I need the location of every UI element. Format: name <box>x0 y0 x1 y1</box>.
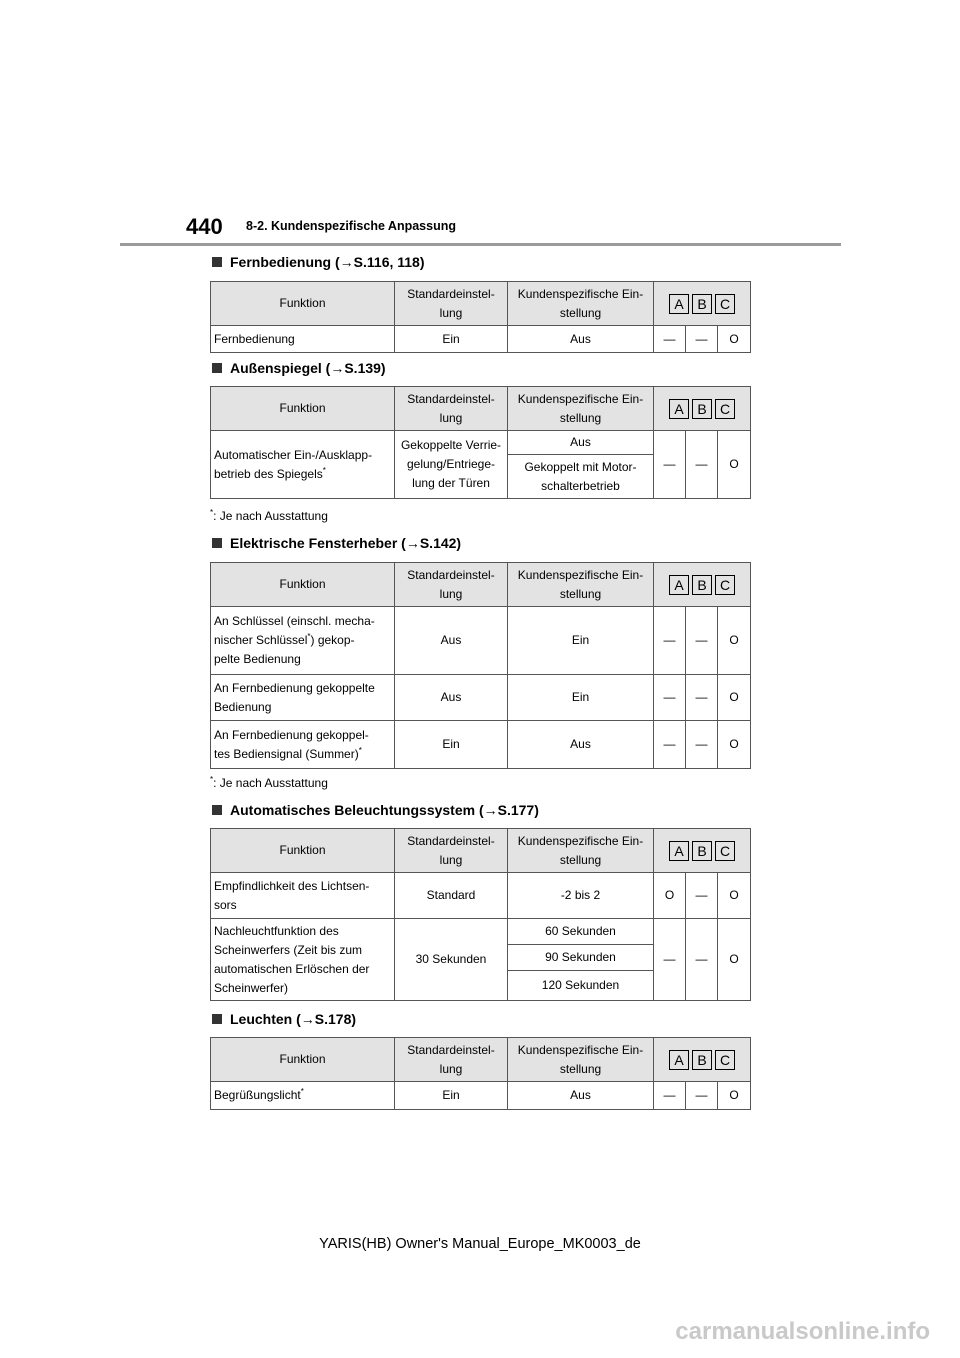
cell-kunden: 60 Sekunden <box>508 919 654 945</box>
cell-a: — <box>654 1082 686 1110</box>
table-fernbedienung <box>210 281 751 353</box>
header-funktion: Funktion <box>211 1038 395 1082</box>
header-kunden: Kundenspezifische Ein- stellung <box>508 1038 654 1082</box>
letter-a-icon: A <box>669 399 689 419</box>
header-kunden: Kundenspezifische Ein- stellung <box>508 563 654 607</box>
table-header-row <box>211 829 751 873</box>
cell-funktion: Nachleuchtfunktion des Scheinwerfers (Zeit bis zum automatischen Erlöschen der Scheinwerfer) <box>211 919 395 1001</box>
cell-kunden: Ein <box>508 607 654 675</box>
letter-b-icon: B <box>692 841 712 861</box>
cell-a: — <box>654 431 686 499</box>
cell-c: O <box>718 919 751 1001</box>
cell-c: O <box>718 326 751 353</box>
letter-c-icon: C <box>715 841 735 861</box>
header-funktion: Funktion <box>211 387 395 431</box>
cell-standard: Ein <box>395 326 508 353</box>
heading-text: Außenspiegel (→S.139) <box>230 360 386 376</box>
header-abc <box>654 282 751 326</box>
table-header-row <box>211 282 751 326</box>
letter-b-icon: B <box>692 294 712 314</box>
table-leuchten <box>210 1037 751 1110</box>
cell-c: O <box>718 721 751 769</box>
cell-funktion: Fernbedienung <box>211 326 395 353</box>
cell-standard: 30 Sekunden <box>395 919 508 1001</box>
cell-funktion: An Fernbedienung gekoppel- tes Bediensignal (Summer)* <box>211 721 395 769</box>
table-row <box>211 326 751 353</box>
cell-c: O <box>718 873 751 919</box>
table-row <box>211 919 751 945</box>
table-header-row <box>211 387 751 431</box>
cell-kunden: Ein <box>508 675 654 721</box>
cell-standard: Ein <box>395 721 508 769</box>
cell-kunden: Aus <box>508 1082 654 1110</box>
bullet-square-icon <box>212 538 222 548</box>
heading-leuchten <box>212 1011 356 1027</box>
table-row <box>211 721 751 769</box>
cell-funktion: Begrüßungslicht* <box>211 1082 395 1110</box>
cell-b: — <box>686 326 718 353</box>
section-title: 8-2. Kundenspezifische Anpassung <box>246 219 456 233</box>
header-kunden: Kundenspezifische Ein- stellung <box>508 282 654 326</box>
bullet-square-icon <box>212 363 222 373</box>
cell-c: O <box>718 1082 751 1110</box>
cell-standard: Gekoppelte Verrie- gelung/Entriege- lung der Türen <box>395 431 508 499</box>
letter-c-icon: C <box>715 1050 735 1070</box>
cell-funktion: Empfindlichkeit des Lichtsen- sors <box>211 873 395 919</box>
cell-b: — <box>686 675 718 721</box>
letter-b-icon: B <box>692 1050 712 1070</box>
cell-a: — <box>654 326 686 353</box>
header-standard: Standardeinstel- lung <box>395 282 508 326</box>
cell-kunden: Aus <box>508 326 654 353</box>
cell-kunden: -2 bis 2 <box>508 873 654 919</box>
table-header-row <box>211 563 751 607</box>
page-number: 440 <box>186 214 223 239</box>
header-rule <box>120 243 841 246</box>
letter-a-icon: A <box>669 575 689 595</box>
cell-standard: Aus <box>395 675 508 721</box>
header-abc <box>654 387 751 431</box>
cell-b: — <box>686 431 718 499</box>
cell-funktion: An Schlüssel (einschl. mecha- nischer Schlüssel*) gekop- pelte Bedienung <box>211 607 395 675</box>
cell-b: — <box>686 721 718 769</box>
header-funktion: Funktion <box>211 829 395 873</box>
cell-b: — <box>686 1082 718 1110</box>
letter-a-icon: A <box>669 294 689 314</box>
footnote: *: Je nach Ausstattung <box>210 508 328 523</box>
table-row <box>211 873 751 919</box>
footnote: *: Je nach Ausstattung <box>210 775 328 790</box>
heading-text: Fernbedienung (→S.116, 118) <box>230 254 425 270</box>
cell-kunden: 90 Sekunden <box>508 945 654 971</box>
cell-kunden: Aus <box>508 431 654 455</box>
letter-b-icon: B <box>692 399 712 419</box>
cell-standard: Aus <box>395 607 508 675</box>
cell-kunden: 120 Sekunden <box>508 971 654 1001</box>
header-standard: Standardeinstel- lung <box>395 387 508 431</box>
cell-a: — <box>654 721 686 769</box>
cell-c: O <box>718 607 751 675</box>
cell-c: O <box>718 431 751 499</box>
cell-a: — <box>654 675 686 721</box>
watermark: carmanualsonline.info <box>675 1318 930 1345</box>
letter-c-icon: C <box>715 294 735 314</box>
heading-text: Leuchten (→S.178) <box>230 1011 357 1027</box>
table-beleuchtung <box>210 828 751 1001</box>
table-row <box>211 675 751 721</box>
header-funktion: Funktion <box>211 282 395 326</box>
heading-text: Elektrische Fensterheber (→S.142) <box>230 535 462 551</box>
heading-beleuchtung <box>212 802 539 818</box>
cell-funktion: An Fernbedienung gekoppelte Bedienung <box>211 675 395 721</box>
heading-aussenspiegel <box>212 360 386 376</box>
bullet-square-icon <box>212 257 222 267</box>
cell-a: — <box>654 919 686 1001</box>
heading-text: Automatisches Beleuchtungssystem (→S.177) <box>230 802 539 818</box>
cell-kunden: Aus <box>508 721 654 769</box>
header-kunden: Kundenspezifische Ein- stellung <box>508 387 654 431</box>
cell-b: — <box>686 873 718 919</box>
footer-manual-id: YARIS(HB) Owner's Manual_Europe_MK0003_de <box>319 1236 641 1252</box>
header-funktion: Funktion <box>211 563 395 607</box>
heading-fensterheber <box>212 535 461 551</box>
header-abc <box>654 829 751 873</box>
letter-a-icon: A <box>669 841 689 861</box>
table-aussenspiegel <box>210 386 751 499</box>
table-row <box>211 607 751 675</box>
cell-c: O <box>718 675 751 721</box>
header-standard: Standardeinstel- lung <box>395 829 508 873</box>
header-abc <box>654 563 751 607</box>
cell-funktion: Automatischer Ein-/Ausklapp- betrieb des Spiegels* <box>211 431 395 499</box>
letter-c-icon: C <box>715 575 735 595</box>
letter-b-icon: B <box>692 575 712 595</box>
table-row <box>211 431 751 455</box>
heading-fernbedienung <box>212 254 425 270</box>
cell-a: O <box>654 873 686 919</box>
cell-kunden: Gekoppelt mit Motor- schalterbetrieb <box>508 455 654 499</box>
cell-b: — <box>686 919 718 1001</box>
letter-a-icon: A <box>669 1050 689 1070</box>
cell-b: — <box>686 607 718 675</box>
cell-standard: Ein <box>395 1082 508 1110</box>
table-fensterheber <box>210 562 751 769</box>
bullet-square-icon <box>212 1014 222 1024</box>
bullet-square-icon <box>212 805 222 815</box>
cell-a: — <box>654 607 686 675</box>
header-standard: Standardeinstel- lung <box>395 563 508 607</box>
header-abc <box>654 1038 751 1082</box>
cell-standard: Standard <box>395 873 508 919</box>
letter-c-icon: C <box>715 399 735 419</box>
header-kunden: Kundenspezifische Ein- stellung <box>508 829 654 873</box>
table-header-row <box>211 1038 751 1082</box>
table-row <box>211 1082 751 1110</box>
header-standard: Standardeinstel- lung <box>395 1038 508 1082</box>
